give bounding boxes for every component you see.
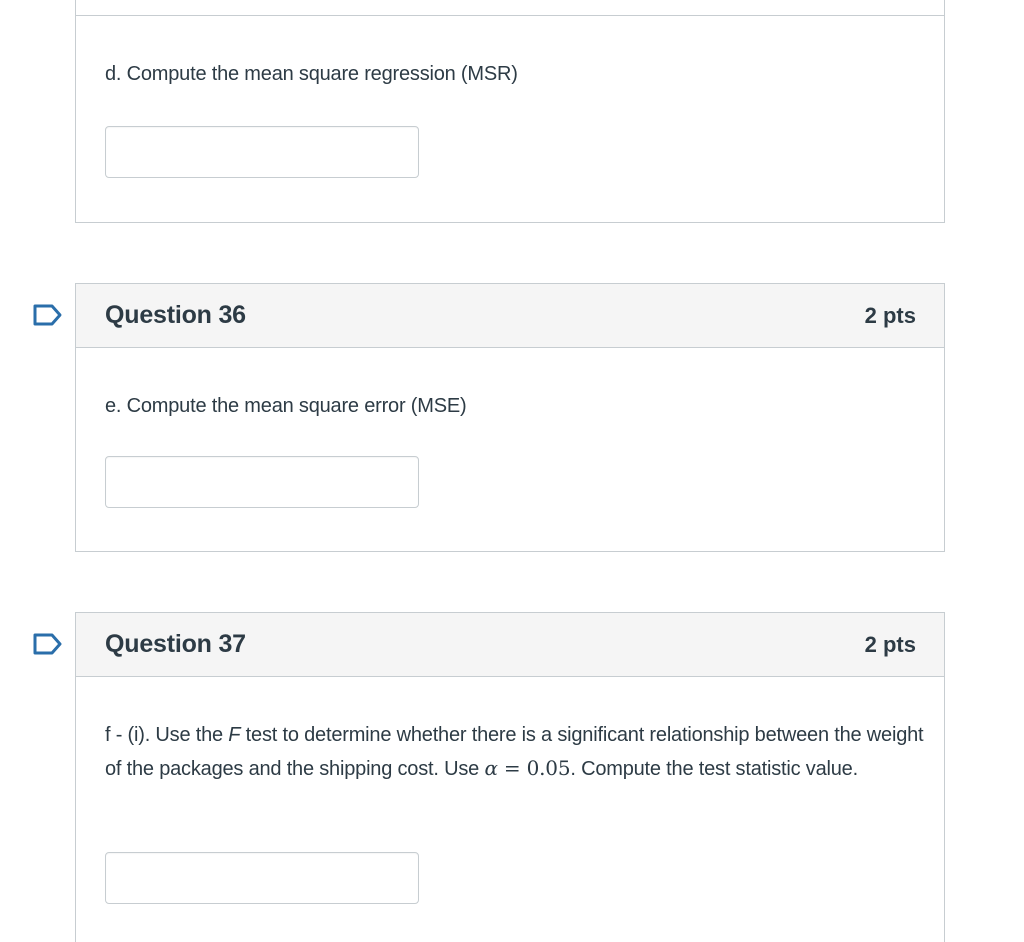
question-36-body	[76, 348, 944, 552]
question-37-answer-input[interactable]	[105, 852, 419, 904]
question-37-title: Question 37	[105, 630, 246, 658]
question-37-text-part3: . Compute the test statistic value.	[570, 758, 858, 780]
question-35-card	[75, 0, 945, 223]
question-36-title: Question 36	[105, 301, 246, 329]
math-alpha: α	[484, 756, 498, 780]
question-37-header	[76, 613, 944, 677]
question-37-text-F: F	[228, 724, 241, 746]
question-37-card	[75, 612, 945, 942]
question-36-card	[75, 283, 945, 552]
question-37-text	[105, 719, 925, 786]
question-35-text: d. Compute the mean square regression (MSR)	[105, 63, 518, 85]
flag-question-icon[interactable]	[33, 633, 63, 655]
question-36-answer-input[interactable]	[105, 456, 419, 508]
question-36-points: 2 pts	[864, 302, 916, 328]
question-37-text-part1: f - (i). Use the	[105, 724, 229, 746]
question-37-points: 2 pts	[864, 631, 916, 657]
question-36-header	[76, 284, 944, 348]
header-divider	[76, 15, 944, 16]
math-equals: =	[497, 756, 527, 780]
question-36-text: e. Compute the mean square error (MSE)	[105, 395, 467, 417]
flag-question-icon[interactable]	[33, 304, 63, 326]
question-35-answer-input[interactable]	[105, 126, 419, 178]
math-value: 0.05	[526, 756, 571, 780]
question-37-body	[76, 677, 944, 942]
question-37-text-part2: test to determine whether there is a significant relationship between the weight of the packages and the shipping cost. Use	[105, 724, 924, 780]
question-35-body	[76, 0, 944, 222]
